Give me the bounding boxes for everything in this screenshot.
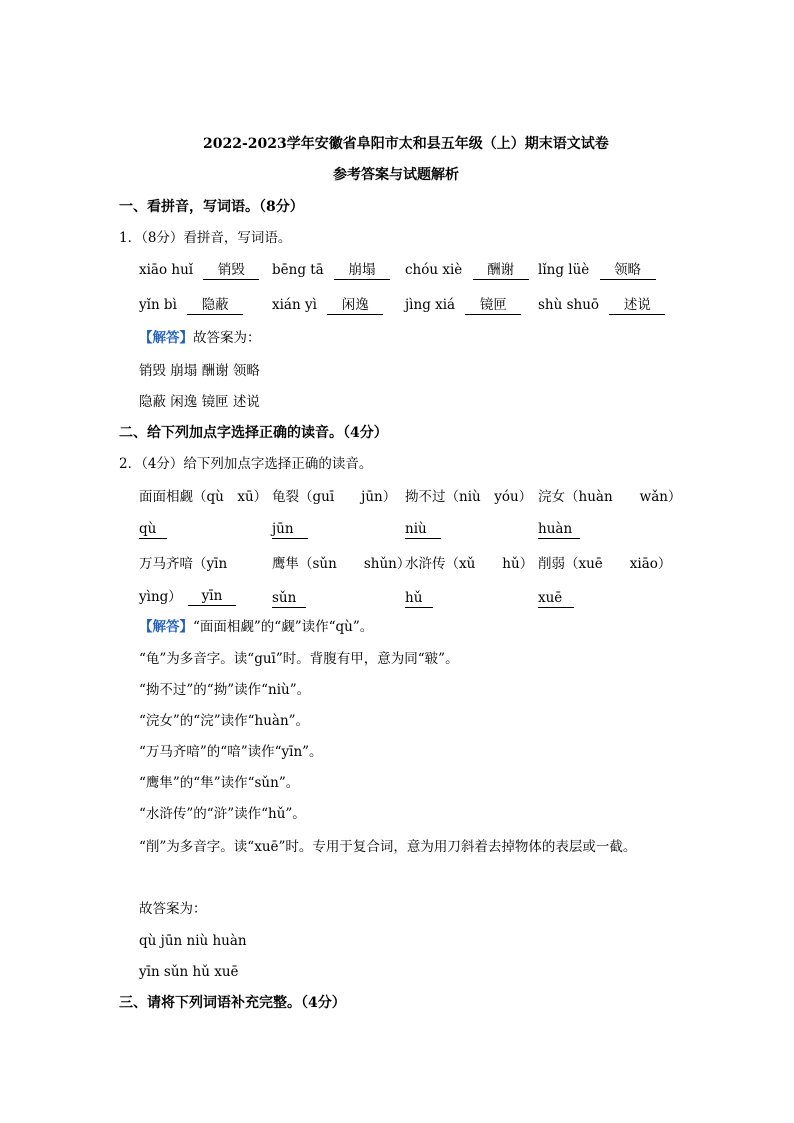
- pinyin: xián yì: [272, 297, 317, 313]
- pinyin-row-1: [139, 261, 259, 280]
- pinyin: chóu xiè: [405, 262, 463, 278]
- question-2: 2．（4分）给下列加点字选择正确的读音。: [119, 456, 373, 472]
- pinyin-row-2d: [538, 296, 665, 315]
- explanation-line: “削”为多音字。读“xuē”时。专用于复合词，意为用刀斜着去掉物体的表层或一截。: [139, 839, 637, 855]
- answer-blank: 述说: [609, 297, 665, 315]
- pinyin: lǐng lüè: [538, 262, 590, 278]
- answer-tag: 【解答】: [139, 619, 193, 635]
- answer-line: yīn sǔn hǔ xuē: [139, 964, 239, 980]
- explanation-line: “鹰隼”的“隼”读作“sǔn”。: [139, 775, 300, 791]
- reading-item: 龟裂（guī jūn）: [272, 489, 397, 505]
- pinyin-row-1c: [405, 261, 529, 280]
- reading-answer: yīn: [188, 588, 236, 606]
- reading-item: 面面相觑（qù xū）: [139, 489, 268, 505]
- reading-answer: sǔn: [272, 590, 306, 608]
- section-1-heading: 一、看拼音，写词语。（8分）: [119, 199, 304, 215]
- explanation-line: “水浒传”的“浒”读作“hǔ”。: [139, 806, 306, 822]
- pinyin-row-1b: [272, 261, 390, 280]
- document-subtitle: 参考答案与试题解析: [333, 167, 459, 183]
- reading-answer: huàn: [538, 521, 580, 539]
- explanation-line: “万马齐喑”的“喑”读作“yīn”。: [139, 744, 323, 760]
- explanation-line: “面面相觑”的“觑”读作“qù”。: [193, 619, 374, 635]
- answer-blank: 崩塌: [334, 262, 390, 280]
- answer-line: 销毁 崩塌 酬谢 领略: [139, 363, 260, 379]
- pinyin: jìng xiá: [405, 297, 456, 313]
- reading-item: 拗不过（niù yóu）: [405, 489, 533, 505]
- reading-answer: niù: [405, 521, 441, 539]
- pinyin-row-2a: [139, 296, 243, 315]
- reading-answer: hǔ: [405, 590, 433, 608]
- section-2-heading: 二、给下列加点字选择正确的读音。（4分）: [119, 425, 388, 441]
- answer-blank: 酬谢: [473, 262, 529, 280]
- answer-blank: 销毁: [203, 262, 259, 280]
- reading-item: 鹰隼（sǔn shǔn）: [272, 556, 411, 572]
- pinyin: xiāo huǐ: [139, 262, 194, 278]
- pinyin: yǐn bì: [139, 297, 177, 313]
- document-title: 2022-2023学年安徽省阜阳市太和县五年级（上）期末语文试卷: [203, 136, 609, 152]
- pinyin-row-2c: [405, 296, 521, 315]
- reading-item: 浣女（huàn wǎn）: [538, 489, 682, 505]
- reading-answer: xuē: [538, 590, 574, 608]
- section-3-heading: 三、请将下列词语补充完整。（4分）: [119, 995, 346, 1011]
- reading-answer: jūn: [272, 521, 308, 539]
- reading-item: 削弱（xuē xiāo）: [538, 556, 672, 572]
- answer-blank: 镜匣: [465, 297, 521, 315]
- answer-tag: 【解答】: [139, 330, 193, 346]
- answer-intro: 故答案为：: [139, 901, 207, 917]
- answer-blank: 隐蔽: [187, 297, 243, 315]
- answer-explanation-2: [139, 618, 373, 636]
- explanation-line: “龟”为多音字。读“guī”时。背腹有甲，意为同“皲”。: [139, 651, 459, 667]
- answer-line: qù jūn niù huàn: [139, 933, 247, 949]
- pinyin-row-1d: [538, 261, 656, 280]
- pinyin: shù shuō: [538, 297, 600, 313]
- answer-explanation-1: [139, 329, 261, 347]
- explanation-line: “浣女”的“浣”读作“huàn”。: [139, 713, 310, 729]
- explanation-line: “拗不过”的“拗”读作“niù”。: [139, 682, 311, 698]
- pinyin: bēng tā: [272, 262, 324, 278]
- answer-blank: 领略: [600, 262, 656, 280]
- reading-item: 万马齐喑（yīn: [139, 556, 228, 572]
- pinyin-row-2b: [272, 296, 383, 315]
- answer-blank: 闲逸: [327, 297, 383, 315]
- reading-answer: qù: [139, 521, 167, 539]
- reading-item-continued: yìng）: [139, 589, 182, 605]
- answer-intro: 故答案为：: [193, 330, 261, 346]
- reading-item: 水浒传（xǔ hǔ）: [405, 556, 534, 572]
- answer-line: 隐蔽 闲逸 镜匣 述说: [139, 394, 260, 410]
- question-1: 1．（8分）看拼音，写词语。: [119, 230, 292, 246]
